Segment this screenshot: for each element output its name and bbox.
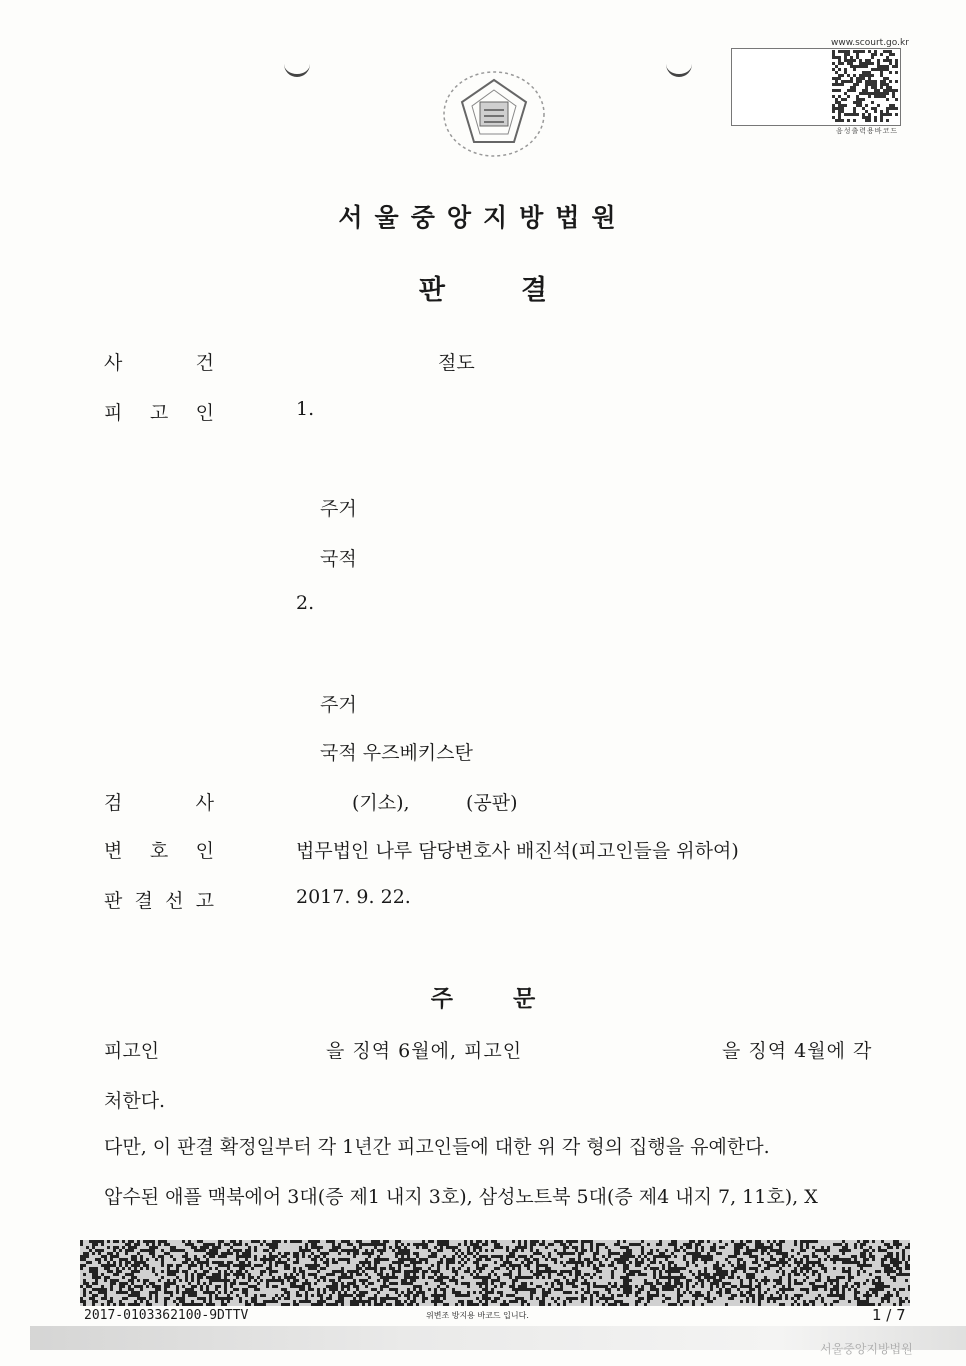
- verdict-date-label-char-3: 선: [165, 890, 184, 912]
- verdict-date-label-char-2: 결: [134, 890, 153, 912]
- case-label: [104, 348, 214, 375]
- court-name: 서울중앙지방법원: [338, 203, 628, 232]
- order-line4: 압수된 애플 맥북에어 3대(증 제1 내지 3호), 삼성노트북 5대(증 제4 내지 7, 11호), X: [104, 1186, 818, 1208]
- prosecutor-trial: (공판): [466, 792, 518, 814]
- court-footer-stamp: 서울중앙지방법원: [820, 1342, 913, 1356]
- prosecutor-indictment: (기소),: [352, 792, 410, 814]
- order-line1-c: 을 징역 4월에 각: [722, 1040, 873, 1062]
- defendant-label-char-2: 고: [149, 402, 169, 424]
- document-type-char-2: 결: [521, 275, 548, 306]
- counsel-label-char-2: 호: [149, 840, 169, 862]
- court-seal-emblem: [440, 64, 548, 160]
- verdict-date-value: 2017. 9. 22.: [296, 886, 411, 908]
- defendant-2-number: 2.: [296, 592, 315, 614]
- defendant-2-address-label: 주거: [320, 694, 357, 716]
- order-line3: 다만, 이 판결 확정일부터 각 1년간 피고인들에 대한 위 각 형의 집행을 유예한다.: [104, 1136, 770, 1158]
- defendant-1-number: 1.: [296, 398, 315, 420]
- counsel-label-char-1: 변: [104, 840, 123, 862]
- prosecutor-label: [104, 788, 214, 815]
- order-title-char-2: 문: [513, 986, 536, 1012]
- counsel-label: [104, 836, 214, 863]
- defendant-label: [104, 398, 214, 425]
- verdict-date-label: [104, 886, 214, 913]
- order-line1-b: 을 징역 6월에, 피고인: [326, 1040, 523, 1062]
- qr-code-icon: [832, 50, 898, 122]
- defendant-1-nationality-label: 국적: [320, 548, 357, 570]
- punch-mark-right: [666, 60, 692, 77]
- order-line2: 처한다.: [104, 1090, 166, 1112]
- defendant-1-address-label: 주거: [320, 498, 357, 520]
- defendant-label-char-3: 인: [195, 402, 214, 424]
- prosecutor-label-char-2: 사: [195, 792, 214, 814]
- order-line1-a: 피고인: [104, 1040, 160, 1062]
- order-title-char-1: 주: [430, 986, 453, 1012]
- qr-url: www.scourt.go.kr: [831, 38, 909, 48]
- case-label-char-1: 사: [104, 352, 123, 374]
- counsel-value: 법무법인 나루 담당변호사 배진석(피고인들을 위하여): [296, 840, 739, 862]
- document-type: [0, 268, 966, 307]
- barcode-caption: 위변조 방지용 바코드 입니다.: [426, 1311, 529, 1320]
- anti-forgery-barcode: [80, 1240, 910, 1306]
- document-code: 2017-0103362100-9DTTV: [84, 1308, 249, 1323]
- qr-caption: 음성출력용바코드: [836, 127, 899, 135]
- verdict-date-label-char-1: 판: [104, 890, 123, 912]
- defendant-2-nationality: 국적 우즈베키스탄: [320, 742, 473, 764]
- case-value: 절도: [438, 352, 475, 374]
- case-label-char-2: 건: [195, 352, 214, 374]
- counsel-label-char-3: 인: [195, 840, 214, 862]
- order-section-title: [0, 980, 966, 1013]
- punch-mark-left: [284, 60, 310, 77]
- verdict-date-label-char-4: 고: [195, 890, 214, 912]
- defendant-label-char-1: 피: [104, 402, 123, 424]
- document-type-char-1: 판: [418, 275, 445, 306]
- page-number: 1 / 7: [872, 1306, 906, 1324]
- prosecutor-label-char-1: 검: [104, 792, 123, 814]
